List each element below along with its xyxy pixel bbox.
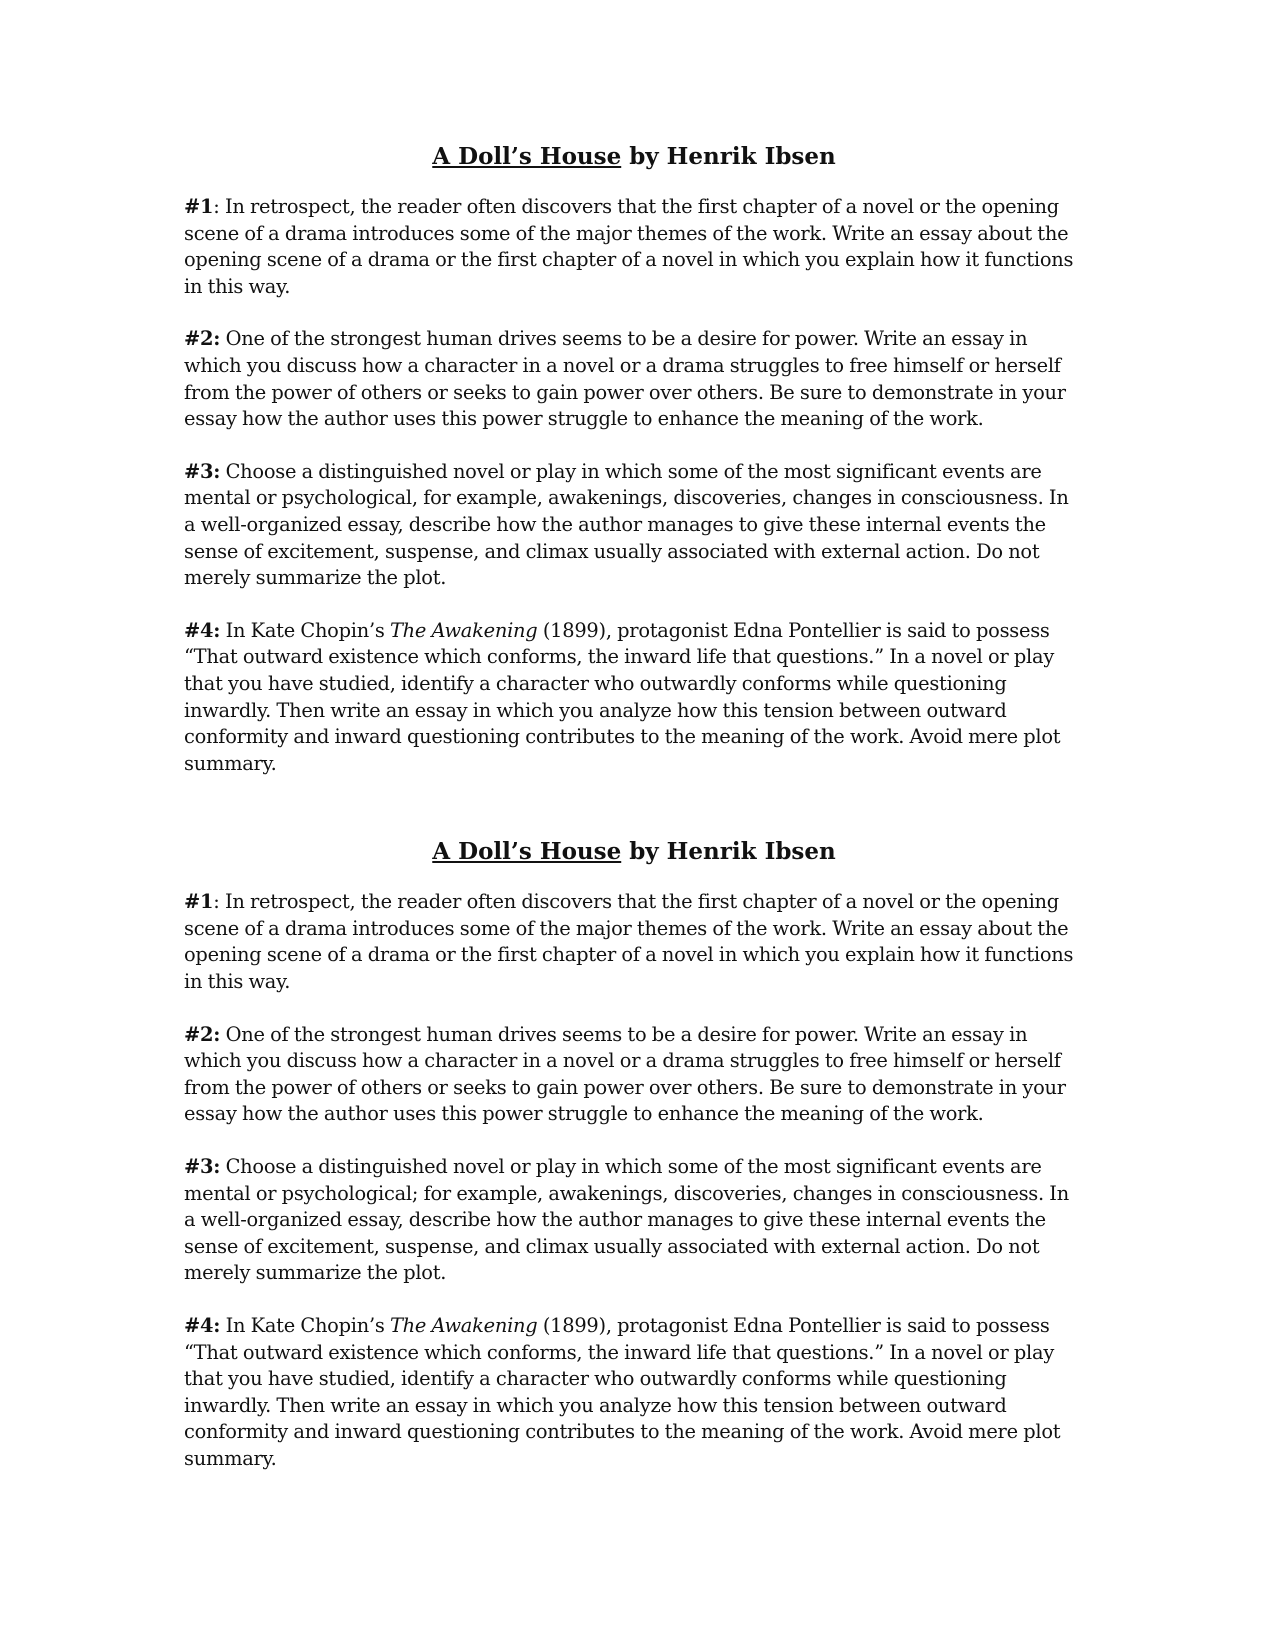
document-page [184, 140, 1084, 1473]
section-heading [184, 140, 1084, 174]
prompt-text: Choose a distinguished novel or play in which some of the most significant events are mental or psychological, for example, awakenings, discoveries, changes in consciousness. In a well-organized essay, describe how the author manages to give these internal events the sense of excitement, suspense, and climax usually associated with external action. Do not merely summarize the plot. [184, 459, 1069, 590]
prompt-2 [184, 326, 1084, 432]
prompt-4 [184, 618, 1084, 778]
prompt-1 [184, 889, 1084, 995]
author-byline: by Henrik Ibsen [621, 838, 836, 866]
prompt-number: #4: [184, 618, 221, 642]
prompt-section-1 [184, 140, 1084, 777]
prompt-text: One of the strongest human drives seems to be a desire for power. Write an essay in which you discuss how a character in a novel or a drama struggles to free himself or herself from the power of others or seeks to gain power over others. Be sure to demonstrate in your essay how the author uses this power struggle to enhance the meaning of the work. [184, 327, 1066, 431]
author-byline: by Henrik Ibsen [621, 143, 836, 170]
prompt-number: #1 [184, 195, 214, 218]
prompt-3 [184, 1154, 1084, 1287]
section-heading [184, 835, 1084, 869]
prompt-1 [184, 194, 1084, 300]
prompt-text: Choose a distinguished novel or play in which some of the most significant events are mental or psychological; for example, awakenings, discoveries, changes in consciousness. In a well-organized essay, describe how the author manages to give these internal events the sense of excitement, suspense, and climax usually associated with external action. Do not merely summarize the plot. [184, 1155, 1069, 1285]
prompt-number: #1 [184, 890, 214, 914]
prompt-text-after: (1899), protagonist Edna Pontellier is said to possess “That outward existence which conforms, the inward life that questions.” In a novel or play that you have studied, identify a character who outwardly conforms while questioning inwardly. Then write an essay in which you analyze how this tension between outward conformity and inward questioning contributes to the meaning of the work. Avoid mere plot summary. [184, 1314, 1061, 1470]
prompt-number: #2: [184, 1022, 221, 1046]
prompt-text: In retrospect, the reader often discovers that the first chapter of a novel or the opening scene of a drama introduces some of the major themes of the work. Write an essay about the opening scene of a drama or the first chapter of a novel in which you explain how it functions in this way. [184, 195, 1074, 298]
prompt-number: #4: [184, 1314, 221, 1337]
work-title: A Doll’s House [432, 838, 622, 866]
prompt-section-2 [184, 835, 1084, 1472]
prompt-2 [184, 1022, 1084, 1128]
work-title: A Doll’s House [432, 143, 622, 170]
prompt-4 [184, 1313, 1084, 1473]
prompt-text-before: In Kate Chopin’s [220, 1314, 390, 1337]
prompt-separator: : [213, 890, 225, 914]
prompt-text: In retrospect, the reader often discovers that the first chapter of a novel or the opening scene of a drama introduces some of the major themes of the work. Write an essay about the opening scene of a drama or the first chapter of a novel in which you explain how it functions in this way. [184, 890, 1074, 994]
prompt-separator: : [213, 195, 225, 218]
prompt-3 [184, 459, 1084, 592]
prompt-text-after: (1899), protagonist Edna Pontellier is said to possess “That outward existence which conforms, the inward life that questions.” In a novel or play that you have studied, identify a character who outwardly conforms while questioning inwardly. Then write an essay in which you analyze how this tension between outward conformity and inward questioning contributes to the meaning of the work. Avoid mere plot summary. [184, 618, 1061, 775]
prompt-text: One of the strongest human drives seems to be a desire for power. Write an essay in which you discuss how a character in a novel or a drama struggles to free himself or herself from the power of others or seeks to gain power over others. Be sure to demonstrate in your essay how the author uses this power struggle to enhance the meaning of the work. [184, 1022, 1066, 1126]
prompt-number: #2: [184, 327, 221, 351]
prompt-number: #3: [184, 459, 221, 483]
book-title: The Awakening [390, 1314, 538, 1337]
prompt-number: #3: [184, 1155, 221, 1179]
book-title: The Awakening [390, 618, 538, 642]
prompt-text-before: In Kate Chopin’s [220, 618, 390, 642]
